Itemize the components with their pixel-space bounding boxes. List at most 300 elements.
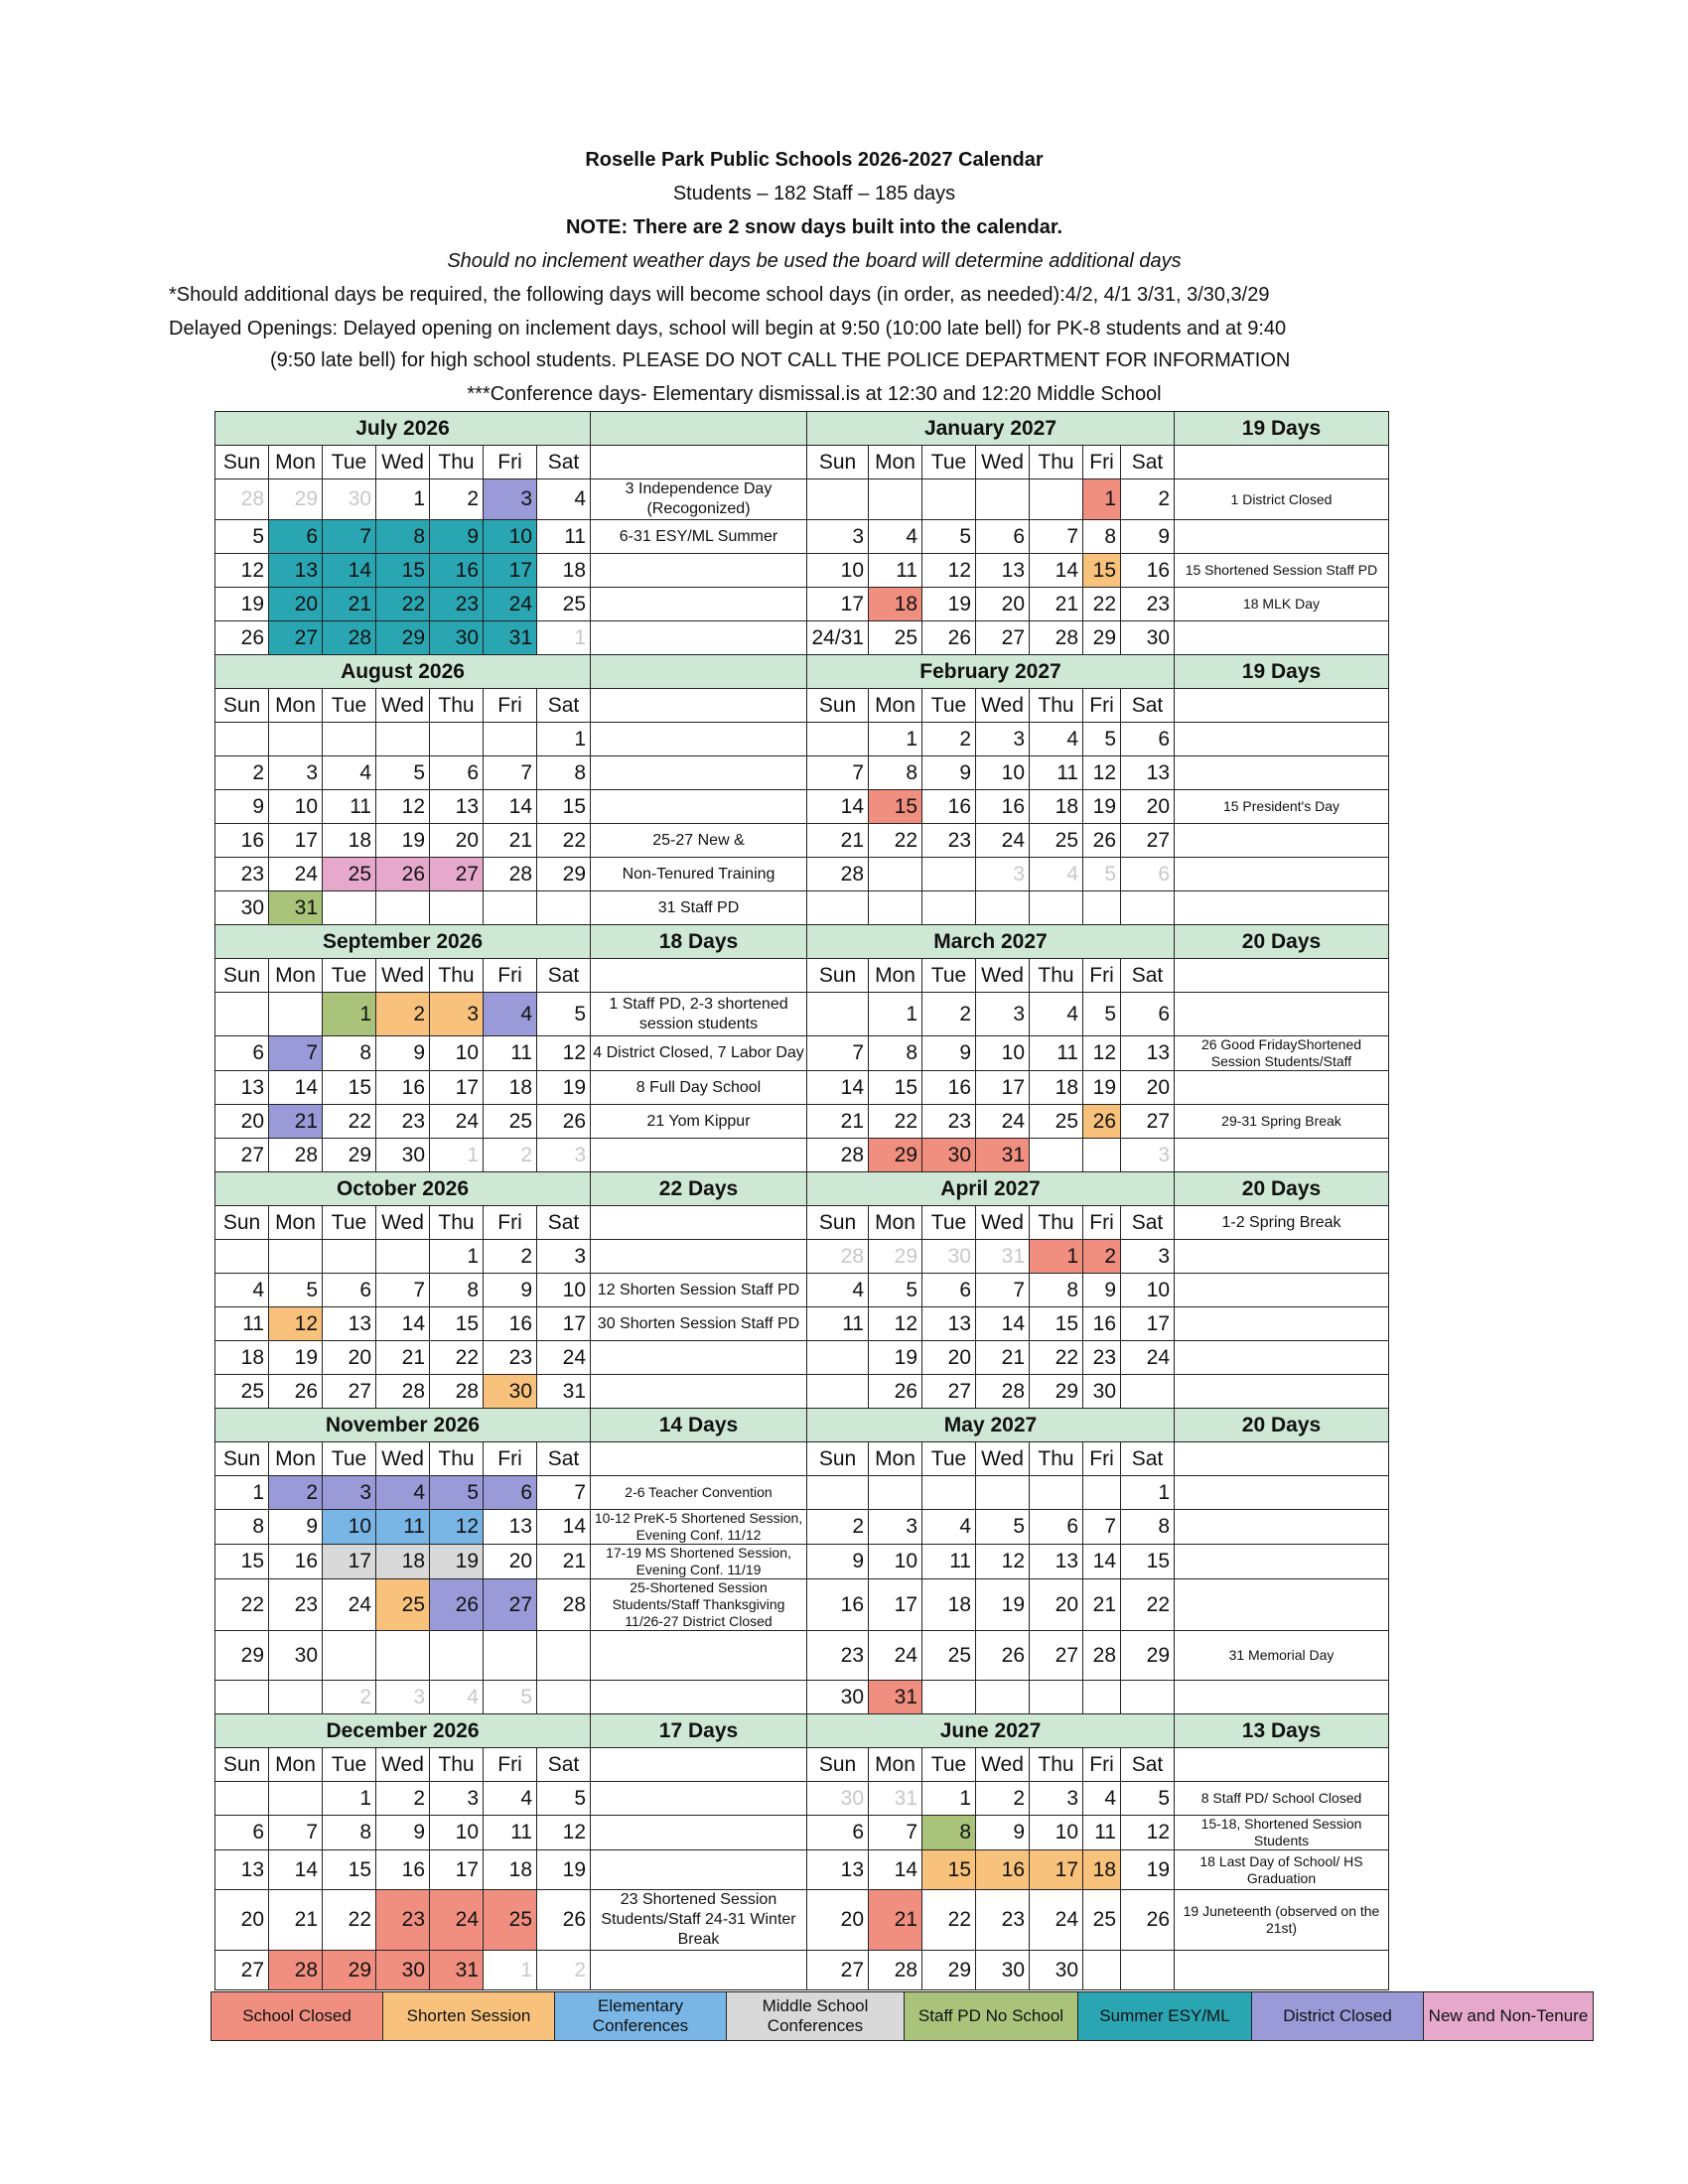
weekday-label: Thu — [430, 1206, 484, 1240]
day-cell: 26 — [537, 1890, 591, 1951]
day-cell: 19 — [1121, 1850, 1175, 1890]
day-cell: 23 — [430, 588, 484, 621]
day-cell: 27 — [807, 1951, 869, 1990]
inclement-note: Should no inclement weather days be used the board will determine additional days — [447, 250, 1182, 272]
side-note: 26 Good FridayShortened Session Students/Staff — [1175, 1036, 1389, 1071]
day-cell — [1121, 1681, 1175, 1714]
day-cell: 14 — [807, 790, 869, 824]
day-cell: 24 — [869, 1631, 922, 1681]
day-cell: 23 — [807, 1631, 869, 1681]
day-cell: 16 — [1121, 554, 1175, 588]
weekday-label: Mon — [269, 689, 323, 723]
side-note — [1175, 689, 1389, 723]
day-cell: 2 — [1121, 479, 1175, 520]
day-cell: 6 — [922, 1274, 976, 1307]
day-cell: 4 — [430, 1681, 484, 1714]
day-cell: 17 — [976, 1071, 1030, 1105]
day-cell — [976, 1476, 1030, 1510]
side-note: 15 Shortened Session Staff PD — [1175, 554, 1389, 588]
week-row — [215, 993, 1389, 1036]
day-cell: 2 — [1083, 1240, 1121, 1274]
weekday-label: Thu — [430, 446, 484, 479]
week-row — [215, 723, 1389, 756]
day-cell: 2 — [323, 1681, 376, 1714]
middle-note: 21 Yom Kippur — [591, 1105, 807, 1139]
day-cell: 13 — [215, 1071, 269, 1105]
day-cell: 21 — [807, 824, 869, 858]
day-cell: 5 — [430, 1476, 484, 1510]
day-cell: 7 — [323, 520, 376, 554]
day-cell — [807, 479, 869, 520]
day-cell: 13 — [1121, 756, 1175, 790]
day-cell: 19 — [1083, 1071, 1121, 1105]
legend-item-sum: Summer ESY/ML — [1078, 1992, 1252, 2041]
day-cell: 30 — [807, 1782, 869, 1816]
day-cell: 10 — [976, 756, 1030, 790]
day-cell: 20 — [922, 1341, 976, 1375]
day-cell: 8 — [537, 756, 591, 790]
day-cell: 7 — [869, 1816, 922, 1850]
day-cell: 22 — [1121, 1579, 1175, 1631]
day-cell: 25 — [1083, 1890, 1121, 1951]
week-row — [215, 1782, 1389, 1816]
day-cell: 11 — [1083, 1816, 1121, 1850]
weekday-label: Thu — [1030, 959, 1083, 993]
side-note — [1175, 1240, 1389, 1274]
side-note — [1175, 1476, 1389, 1510]
day-cell: 19 — [376, 824, 430, 858]
day-cell: 26 — [1083, 824, 1121, 858]
day-cell: 31 — [869, 1782, 922, 1816]
day-cell: 21 — [484, 824, 537, 858]
week-row — [215, 1307, 1389, 1341]
month-title: March 2027 — [807, 925, 1175, 959]
day-cell — [1083, 1139, 1121, 1172]
week-row — [215, 824, 1389, 858]
day-cell: 20 — [430, 824, 484, 858]
day-cell: 6 — [1121, 723, 1175, 756]
day-cell — [430, 891, 484, 925]
day-cell: 4 — [1030, 858, 1083, 891]
day-cell: 25 — [537, 588, 591, 621]
week-row — [215, 479, 1389, 520]
day-cell: 19 — [537, 1850, 591, 1890]
day-cell — [869, 858, 922, 891]
day-cell: 1 — [430, 1139, 484, 1172]
day-cell: 27 — [1030, 1631, 1083, 1681]
week-row — [215, 891, 1389, 925]
day-cell: 16 — [376, 1071, 430, 1105]
day-cell: 24 — [976, 1105, 1030, 1139]
day-cell: 25 — [323, 858, 376, 891]
day-cell: 31 — [484, 621, 537, 655]
day-cell: 23 — [922, 824, 976, 858]
middle-note — [591, 1139, 807, 1172]
conference-note: ***Conference days- Elementary dismissal.is at 12:30 and 12:20 Middle School — [467, 383, 1162, 405]
term-days-title: 14 Days — [591, 1409, 807, 1442]
day-cell: 15 — [376, 554, 430, 588]
weekday-label: Thu — [1030, 1748, 1083, 1782]
day-cell: 15 — [430, 1307, 484, 1341]
day-cell: 9 — [976, 1816, 1030, 1850]
day-cell: 2 — [807, 1510, 869, 1545]
week-row — [215, 1036, 1389, 1071]
day-cell: 12 — [215, 554, 269, 588]
day-cell: 3 — [484, 479, 537, 520]
day-cell: 21 — [807, 1105, 869, 1139]
weekday-label: Sat — [1121, 959, 1175, 993]
day-cell: 10 — [1030, 1816, 1083, 1850]
week-row — [215, 1071, 1389, 1105]
day-cell: 26 — [269, 1375, 323, 1409]
day-cell: 25 — [922, 1631, 976, 1681]
day-cell — [323, 723, 376, 756]
weekday-label: Tue — [922, 1442, 976, 1476]
weekday-label: Sun — [215, 1748, 269, 1782]
day-cell: 10 — [430, 1036, 484, 1071]
weekday-label: Tue — [922, 959, 976, 993]
day-cell: 6 — [807, 1816, 869, 1850]
term-days-title: 22 Days — [591, 1172, 807, 1206]
day-cell: 25 — [484, 1890, 537, 1951]
day-cell: 23 — [484, 1341, 537, 1375]
day-cell: 8 — [323, 1816, 376, 1850]
day-cell: 6 — [269, 520, 323, 554]
day-cell: 14 — [869, 1850, 922, 1890]
legend-item-new: New and Non-Tenure — [1424, 1992, 1594, 2041]
month-title: August 2026 — [215, 655, 591, 689]
weekday-label: Wed — [376, 959, 430, 993]
side-note: 31 Memorial Day — [1175, 1631, 1389, 1681]
weekday-label: Fri — [1083, 689, 1121, 723]
weekday-label: Sun — [807, 689, 869, 723]
day-cell: 6 — [1121, 858, 1175, 891]
day-cell: 24 — [1121, 1341, 1175, 1375]
day-cell: 21 — [269, 1890, 323, 1951]
day-cell: 16 — [269, 1545, 323, 1579]
day-cell: 1 — [430, 1240, 484, 1274]
side-note — [1175, 959, 1389, 993]
weekday-label: Sat — [537, 446, 591, 479]
day-cell: 1 — [376, 479, 430, 520]
weekday-label: Thu — [430, 689, 484, 723]
day-cell: 10 — [976, 1036, 1030, 1071]
day-cell: 1 — [1083, 479, 1121, 520]
day-cell: 20 — [484, 1545, 537, 1579]
day-cell: 2 — [430, 479, 484, 520]
day-cell: 14 — [269, 1071, 323, 1105]
day-cell: 29 — [1083, 621, 1121, 655]
weekday-label: Wed — [976, 1748, 1030, 1782]
day-cell: 4 — [484, 1782, 537, 1816]
month-title-row — [215, 925, 1389, 959]
day-cell: 1 — [537, 723, 591, 756]
day-cell: 6 — [215, 1816, 269, 1850]
day-cell: 11 — [869, 554, 922, 588]
weekday-label: Sun — [807, 1442, 869, 1476]
weekday-label: Fri — [484, 1748, 537, 1782]
week-row — [215, 1240, 1389, 1274]
day-cell: 30 — [1083, 1375, 1121, 1409]
day-cell: 10 — [484, 520, 537, 554]
day-cell: 14 — [484, 790, 537, 824]
term-days-title — [591, 412, 807, 446]
weekday-label: Sat — [1121, 689, 1175, 723]
day-cell: 24 — [537, 1341, 591, 1375]
week-row — [215, 1631, 1389, 1681]
day-cell: 1 — [484, 1951, 537, 1990]
weekday-label: Wed — [376, 689, 430, 723]
weekday-label: Mon — [869, 1442, 922, 1476]
day-cell: 5 — [976, 1510, 1030, 1545]
day-cell: 13 — [976, 554, 1030, 588]
day-cell: 18 — [484, 1850, 537, 1890]
day-cell: 19 — [922, 588, 976, 621]
day-cell: 9 — [484, 1274, 537, 1307]
week-row — [215, 1510, 1389, 1545]
delayed-opening-note: Delayed Openings: Delayed opening on inclement days, school will begin at 9:50 (10:00 late bell) for PK-8 students and at 9:40 — [169, 318, 1287, 340]
side-note: 19 Juneteenth (observed on the 21st) — [1175, 1890, 1389, 1951]
weekday-label: Wed — [976, 446, 1030, 479]
day-cell: 29 — [1121, 1631, 1175, 1681]
weekday-label: Wed — [976, 1206, 1030, 1240]
day-cell — [1030, 891, 1083, 925]
day-cell: 16 — [215, 824, 269, 858]
day-cell: 13 — [1030, 1545, 1083, 1579]
term-days-title: 20 Days — [1175, 1172, 1389, 1206]
day-cell: 5 — [1083, 858, 1121, 891]
day-cell: 20 — [976, 588, 1030, 621]
day-cell: 1 — [922, 1782, 976, 1816]
day-cell: 11 — [807, 1307, 869, 1341]
weekday-label: Thu — [430, 1748, 484, 1782]
day-cell: 11 — [1030, 1036, 1083, 1071]
day-cell: 21 — [976, 1341, 1030, 1375]
day-cell: 30 — [269, 1631, 323, 1681]
day-cell: 7 — [376, 1274, 430, 1307]
day-cell: 19 — [869, 1341, 922, 1375]
day-cell: 21 — [323, 588, 376, 621]
weekday-row — [215, 959, 1389, 993]
weekday-label: Mon — [869, 1748, 922, 1782]
side-note — [1175, 1681, 1389, 1714]
day-cell: 15 — [1121, 1545, 1175, 1579]
weekday-label: Wed — [376, 1206, 430, 1240]
day-cell: 23 — [922, 1105, 976, 1139]
day-cell: 18 — [323, 824, 376, 858]
weekday-label: Sun — [807, 1206, 869, 1240]
legend-item-dist: District Closed — [1252, 1992, 1424, 2041]
day-cell — [807, 1375, 869, 1409]
term-days-title: 19 Days — [1175, 655, 1389, 689]
day-cell: 9 — [807, 1545, 869, 1579]
weekday-label: Sat — [1121, 1442, 1175, 1476]
day-cell: 19 — [1083, 790, 1121, 824]
day-cell: 21 — [869, 1890, 922, 1951]
weekday-label: Tue — [922, 689, 976, 723]
day-cell — [376, 723, 430, 756]
day-cell: 1 — [215, 1476, 269, 1510]
day-cell: 19 — [537, 1071, 591, 1105]
day-cell: 28 — [376, 1375, 430, 1409]
day-cell: 24 — [484, 588, 537, 621]
day-cell: 24 — [269, 858, 323, 891]
day-cell: 10 — [269, 790, 323, 824]
legend-item-short: Shorten Session — [383, 1992, 555, 2041]
day-cell: 8 — [869, 756, 922, 790]
day-cell: 12 — [537, 1816, 591, 1850]
day-cell: 4 — [1083, 1782, 1121, 1816]
day-cell — [269, 1681, 323, 1714]
week-row — [215, 858, 1389, 891]
day-cell: 17 — [430, 1850, 484, 1890]
weekday-label: Mon — [269, 1442, 323, 1476]
day-cell: 16 — [430, 554, 484, 588]
day-cell: 2 — [376, 1782, 430, 1816]
term-days-title: 19 Days — [1175, 412, 1389, 446]
day-cell: 18 — [484, 1071, 537, 1105]
side-note — [1175, 1307, 1389, 1341]
day-cell: 2 — [537, 1951, 591, 1990]
day-cell: 15 — [215, 1545, 269, 1579]
weekday-label: Fri — [484, 446, 537, 479]
weekday-label: Wed — [976, 689, 1030, 723]
weekday-label: Sun — [215, 1206, 269, 1240]
day-cell: 3 — [976, 993, 1030, 1036]
month-title: November 2026 — [215, 1409, 591, 1442]
day-cell: 13 — [430, 790, 484, 824]
day-cell: 16 — [807, 1579, 869, 1631]
month-title: May 2027 — [807, 1409, 1175, 1442]
weekday-label: Tue — [323, 1206, 376, 1240]
day-cell: 17 — [1030, 1850, 1083, 1890]
weekday-label: Wed — [376, 446, 430, 479]
middle-note — [591, 554, 807, 588]
week-row — [215, 1375, 1389, 1409]
weekday-label: Wed — [376, 1748, 430, 1782]
week-row — [215, 1476, 1389, 1510]
middle-note: 2-6 Teacher Convention — [591, 1476, 807, 1510]
side-note — [1175, 993, 1389, 1036]
side-note: 1 District Closed — [1175, 479, 1389, 520]
day-cell: 1 — [323, 1782, 376, 1816]
day-cell: 20 — [323, 1341, 376, 1375]
day-cell: 27 — [215, 1951, 269, 1990]
day-cell: 15 — [323, 1071, 376, 1105]
middle-note — [591, 1631, 807, 1681]
middle-note: 31 Staff PD — [591, 891, 807, 925]
day-cell: 16 — [976, 1850, 1030, 1890]
day-cell: 30 — [922, 1139, 976, 1172]
day-cell: 30 — [323, 479, 376, 520]
day-cell: 13 — [323, 1307, 376, 1341]
day-cell: 15 — [869, 1071, 922, 1105]
day-cell — [430, 723, 484, 756]
term-days-title: 17 Days — [591, 1714, 807, 1748]
legend-item-closed: School Closed — [211, 1992, 383, 2041]
side-note: 18 MLK Day — [1175, 588, 1389, 621]
day-cell: 28 — [430, 1375, 484, 1409]
day-cell — [807, 1476, 869, 1510]
day-cell: 29 — [269, 479, 323, 520]
day-cell — [1030, 1476, 1083, 1510]
day-cell — [976, 891, 1030, 925]
week-row — [215, 520, 1389, 554]
day-cell: 19 — [430, 1545, 484, 1579]
day-cell: 30 — [976, 1951, 1030, 1990]
day-cell: 23 — [269, 1579, 323, 1631]
day-cell: 22 — [376, 588, 430, 621]
day-cell: 13 — [215, 1850, 269, 1890]
day-cell: 22 — [1030, 1341, 1083, 1375]
day-cell: 18 — [1030, 1071, 1083, 1105]
day-cell — [537, 1681, 591, 1714]
day-cell — [1030, 1139, 1083, 1172]
calendar-grid — [214, 411, 1389, 1990]
week-row — [215, 1105, 1389, 1139]
weekday-row — [215, 1206, 1389, 1240]
side-note — [1175, 1274, 1389, 1307]
day-cell: 6 — [430, 756, 484, 790]
day-cell: 3 — [430, 993, 484, 1036]
day-cell: 1 — [323, 993, 376, 1036]
weekday-row — [215, 446, 1389, 479]
day-cell: 19 — [269, 1341, 323, 1375]
day-cell — [922, 1476, 976, 1510]
weekday-label: Sun — [215, 1442, 269, 1476]
weekday-label: Sat — [537, 689, 591, 723]
day-cell: 4 — [1030, 993, 1083, 1036]
day-cell: 12 — [430, 1510, 484, 1545]
day-cell: 4 — [484, 993, 537, 1036]
day-cell: 22 — [869, 1105, 922, 1139]
day-cell: 8 — [215, 1510, 269, 1545]
day-cell: 2 — [269, 1476, 323, 1510]
day-cell — [376, 1631, 430, 1681]
day-cell: 27 — [269, 621, 323, 655]
day-cell: 12 — [269, 1307, 323, 1341]
day-cell: 9 — [430, 520, 484, 554]
day-cell: 10 — [430, 1816, 484, 1850]
day-cell: 8 — [430, 1274, 484, 1307]
day-cell: 9 — [376, 1816, 430, 1850]
day-cell — [1083, 891, 1121, 925]
day-cell — [215, 1782, 269, 1816]
weekday-label: Tue — [323, 446, 376, 479]
day-cell: 1 — [537, 621, 591, 655]
day-cell — [323, 1631, 376, 1681]
day-cell: 18 — [869, 588, 922, 621]
day-cell: 31 — [976, 1139, 1030, 1172]
day-cell — [1030, 479, 1083, 520]
day-cell: 27 — [1121, 1105, 1175, 1139]
day-cell — [215, 723, 269, 756]
day-cell: 31 — [430, 1951, 484, 1990]
day-cell: 29 — [537, 858, 591, 891]
day-cell: 1 — [1030, 1240, 1083, 1274]
day-cell: 18 — [376, 1545, 430, 1579]
side-note — [1175, 723, 1389, 756]
day-cell: 3 — [1121, 1139, 1175, 1172]
side-note — [1175, 1139, 1389, 1172]
side-note — [1175, 1071, 1389, 1105]
weekday-label: Sat — [1121, 446, 1175, 479]
day-cell: 28 — [215, 479, 269, 520]
week-row — [215, 1890, 1389, 1951]
day-cell: 13 — [922, 1307, 976, 1341]
side-note — [1175, 1951, 1389, 1990]
side-note — [1175, 858, 1389, 891]
